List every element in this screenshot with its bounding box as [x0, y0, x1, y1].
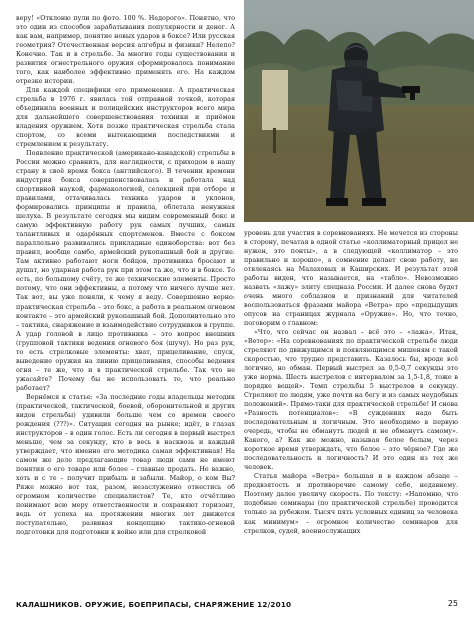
paragraph: «Что, что сейчас он назвал – всё это – «лажа». Итак, «Ветер»: «На соревнованиях по практической стрельбе люди стреляют по движущимся и появляющимся мишеням с такой скоростью, что трудно представить. Казалось бы, вроде всё логично, но обман. Первый выстрел за 0,5-0,7 секунды это уже норма. Шесть выстрелов с интервалом за 1,5-1,8, тоже в порядке вещей». Темп стрельбы 5 выстрелов в секунду. Стреляют по людям, уже почти на бегу и из самых неудобных положений». Прямо-таки для практической стрельбе! И снова «Разность потенциалов»: «В суждениях надо быть последовательным и логичным. Это необходимо в первую очередь, чтобы не обманутъ людей и не обманутъ самому». Какого, а? Как же можно, называя белое белым, через короткое время утверждать, что белое – это чёрное? Где же последовательность и логичность? И это один из тех же человек.	[244, 328, 458, 472]
page-number: 25	[447, 599, 458, 608]
paragraph: Появление практической (американо-канадской) стрельбы в России можно сравнить, для наглядности, с приходом в нашу страну в своё время бокса (английского). В течении времени индустрия бокса совершенствовалась и работала над спортивной наукой, фармакологией, селекцией при отборе и правилами, оттачивалась техника ударов и уклонов, формировались принципы и правила, облетала ненужная шелуха. В результате сегодня мы видим современный бокс и самую эффективную работу рук самых лучших, самых талантливых и одарённых спортсменов. Вместе с боксом параллельно развивались прикладные единоборства: вот без правил, вообще самбо, армейский рукопашный бой и другие. Там активно работают ноги бойцов, противника бросают и душат, но ударная работа рук при этом та же, что и в боксе. То есть, по большому счёту, те же технические элементы. Просто потому, что они эффективны, а потому что ничего лучше нет. Так вот, вы уже поняли, к чему я веду. Совершенно верно: практическая стрельба – это бокс, а работа в реальном огневом контакте – это армейский рукопашный бой. Дополнительно это – тактика, снаряжение и взаимодействие сотрудников в группе. А удар головой в лицо противника – это вопрос внешних (групповой тактики ведения огневого боя (шучу). Но раз рук, то есть стрелковые элементы: хват, прицеливание, спуск, выведение оружия на линию прицеливания, способы ведения огня – те же, что и в практической стрельбе. Так что не ужасайте? Почему бы не использовать то, что реально работает?	[16, 149, 235, 392]
right-text-column	[244, 229, 458, 592]
left-text-column	[16, 14, 235, 592]
page-footer	[16, 598, 458, 612]
paragraph: уровень для участия в соревнованиях. Не мечется из стороны в сторону, печатая в одной статье «коллиматорный прицел не нужен, это понты», а в следующей «коллиматор – это правильно и хорошо», а сомнение делает свою работу, не отвлекаясь на Малаховых и Каширских. И результат этой работы виден, что называется, на «табло». Невозможно назвать «лажу» элиту спецназа России. И далее снова будет очень много соблазнов и признаний для читателей воспользоваться фразами майора «Ветра» про «предыдущих опусов на страницах журнала «Оружие». Но, что точно, поговорим о главном:	[244, 229, 458, 328]
paragraph: Для каждой специфики его применения. А практическая стрельба в 1976 г. явилась той отправной точкой, которая объединила военных и полицейских инструкторов всего мира для дальнейшего совершенствования техники и приёмов владения оружием. Хотя позже практическая стрельба стала спортом, со всеми вытекающими последствиями и стремлением к результату.	[16, 86, 235, 149]
paragraph: Статья майора «Ветра» большая и в каждом абзаце – предвзятость и противоречие самому себе, недавнему. Поэтому далее увеличу скорость. По тексту: «Напомню, что подобные семинары (по практической стрельбе) проводится только за рубежом. Тысяч пять условных единиц за человека как минимум» – огромное количество семинаров для стрелков, судей, военнослужащих	[244, 472, 458, 535]
paragraph: веру! «Отклоню пули по фото. 100 %. Недорого». Понятно, что это один из способов зарабатывания популярности и денег. А как вам, например, понятие новых ударов в боксе? Или русская геометрия? Отечественная версия алгебры и физики? Нелепо? Конечно. Так и в стрельбе. За многие годы существования и развития огнестрельного оружия сформировалось понимание того, как наиболее эффективно применять его. На каждом отрезке истории.	[16, 14, 235, 86]
paragraph: Вернёмся к статье: «За последние годы владельцы методик (практической, тактической, боевой, оборонительной и других видов стрельбы) удивили больше чем со времен своего рождения (???)». Ситуация сегодня на рынке; идёт, в глазах инструкторов – в один голос. Есть ли сегодня в первый выстрел меньше, чем за секунду, кто в весь в насквозь и каждый утверждает, что именно его методика самая эффективная! На самом же деле предлагающие товар люди сами не имеют понятия о его товаре или более – главные продать. Не важно, хоть и с те – получит прибыль и забыли. Майор, о ком Вы? Ряже можно вот так, разом, незаслуженно отнестись об огромном количестве специалистов? Те, кто отчётливо понимают всю меру ответственности и сохраняют горизонт, ведь от успеха на протяжении многих лет движется поступательно, развивая концепцию тактико-огневой подготовки для подготовки к войне или для стрелковой	[16, 392, 235, 536]
magazine-title: КАЛАШНИКОВ. ОРУЖИЕ, БОЕПРИПАСЫ, СНАРЯЖЕНИЕ 12/2010	[16, 600, 292, 609]
shooter-photo	[244, 0, 474, 222]
